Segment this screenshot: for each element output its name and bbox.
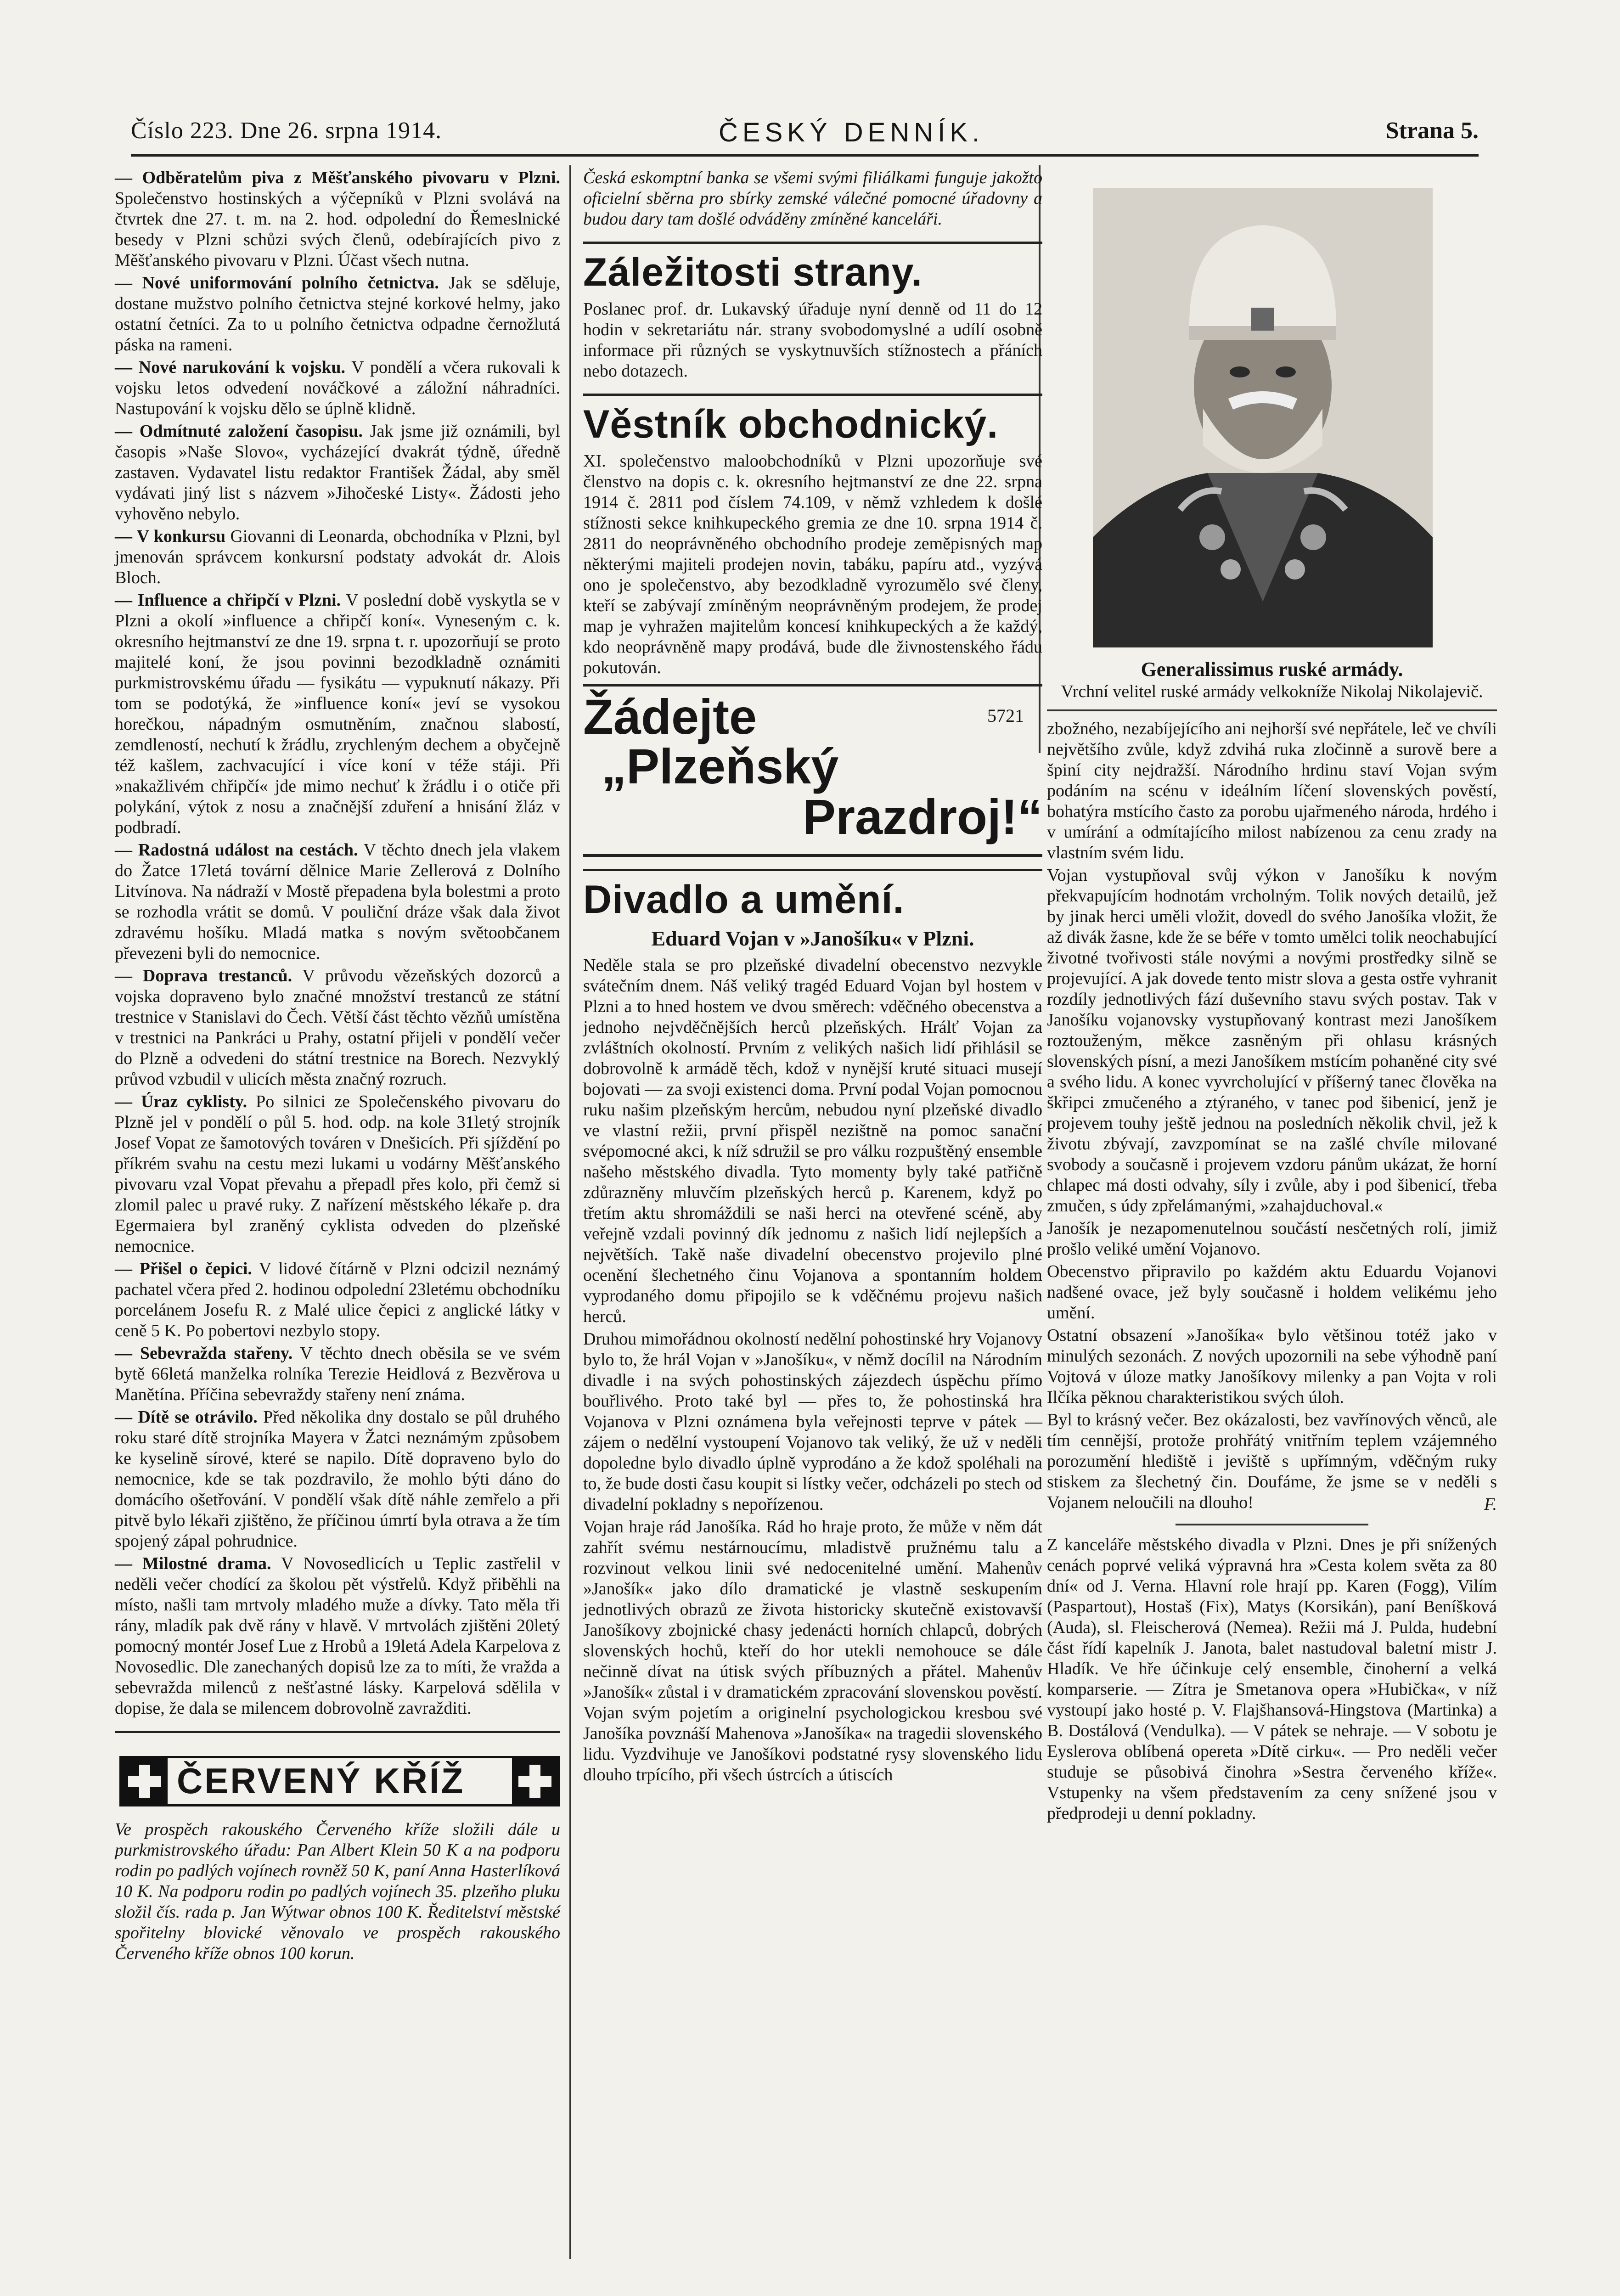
portrait-photo (1093, 188, 1433, 647)
news-headline: — Doprava trestanců. (115, 966, 292, 985)
news-item (115, 840, 560, 964)
newspaper-title: ČESKÝ DENNÍK. (719, 118, 984, 147)
advert-line-1: Žádejte (583, 689, 757, 744)
article-signature: F. (1484, 1495, 1497, 1514)
news-item (115, 966, 560, 1090)
news-headline: — Nové uniformování polního četnictva. (115, 273, 439, 293)
portrait-subcaption: Vrchní velitel ruské armády velkokníže Nikolaj Nikolajevič. (1061, 682, 1483, 701)
news-body: Jak se sděluje, dostane mužstvo polního četnictva stejné korkové helmy, jako ostatní četníci. Za to u polního četnictva odpadne černožlutá páska na rameni. (115, 273, 560, 355)
red-cross-text (115, 1819, 560, 1964)
news-body: Společenstvo hostinských a výčepníků v Plzni svolává na čtvrtek dne 27. t. m. na 2. hod. odpolední do Řemeslnické besedy v Plzni schůzi svých členů, odebírajících pivo z Měšťanského pivovaru v Plzni. Účast všech nutna. (115, 189, 560, 270)
portrait-figure (1047, 188, 1497, 702)
article-paragraph: Obecenstvo připravilo po každém aktu Eduardu Vojanovi nadšené ovace, jež byly současně i holdem velikému jeho umění. (1047, 1262, 1497, 1322)
news-body: V průvodu vězeňských dozorců a vojska dopraveno bylo značné množství trestanců ze státní trestnice v Stanislavi do Čech. Větší část těchto vězňů umístěna v trestnici na Pankráci u Prahy, ostatní přijeli v pondělí večer do Plzně a odvedeni do státní trestnice na Borech. Nezvyklý průvod vzbudil v ulicích města značný rozruch. (115, 966, 560, 1089)
article-paragraph: Neděle stala se pro plzeňské divadelní obecenstvo nezvykle svátečním dnem. Náš veliký tragéd Eduard Vojan byl hostem v Plzni a to hned hostem ve dvou směrech: vděčného obecenstva a jednoho nejvděčnějších herců plzeňských. Hrálť Vojan za zvláštních okolností. Prvním z velikých našich lidí přihlásil se dobrovolně k armádě těch, kdož v nynější kruté situaci musejí bojovati — za svoji existenci doma. První podal Vojan pomocnou ruku našim plzeňským hercům, nebudou nyní plzeňské divadlo ve vlastní režii, první přispěl nezištně na pomoc sanační svépomocné akci, k níž sdružil se pro válku rozpuštěný ensemble našeho městského divadla. Tyto momenty byly také patřičně zdůrazněny mluvčím plzeňských herců p. Karenem, když po třetím aktu shromáždili se naši herci na otevřené scéně, aby veřejně vzdali povinný dík jednomu z našich lidí nejlepších a největších. Takě naše divadelní obecenstvo projevilo plné ocenění šlechetného činu Vojanova a spontanním holdem vyprodaného domu připojilo se k vděčnému projevu našich herců. (583, 956, 1042, 1326)
news-item (115, 421, 560, 524)
red-cross-title: ČERVENÝ KŘÍŽ (177, 1761, 465, 1801)
beer-advertisement (583, 684, 1042, 857)
article-paragraph: Janošík je nezapomenutelnou součástí nesčetných rolí, jimiž prošlo veliké umění Vojanovo. (1047, 1219, 1497, 1259)
section-heading-party: Záležitosti strany. (583, 242, 1042, 294)
article-paragraph: Byl to krásný večer. Bez okázalosti, bez vavřínových věnců, ale tím cennější, protože prohřátý vnitřním teplem vzájemného porozumění hlediště i jeviště s upřímným, vděčným ruky stiskem za šlechetný čin. Doufáme, že jsme se v neděli s Vojanem neloučili na dlouho! (1047, 1410, 1497, 1512)
news-headline: — Radostná událost na cestách. (115, 840, 358, 860)
party-text: Poslanec prof. dr. Lukavský úřaduje nyní denně od 11 do 12 hodin v sekretariátu nár. strany svobodomyslné a udílí osobně informace při různých se vyskytnuvších stížnostech a přáních nebo dotazech. (583, 299, 1042, 381)
portrait-image (1093, 188, 1433, 647)
column-local-news (115, 168, 560, 1966)
trade-text: XI. společenstvo maloobchodníků v Plzni upozorňuje své členstvo na dopis c. k. okresního hejtmanství ze dne 22. srpna 1914 č. 2811 pod číslem 74.109, v němž vzhledem k došlé stížnosti sekce knihkupeckého gremia ze dne 10. srpna 1914 č. 2811 do neoprávněného obchodního prodeje zeměpisných map některými majiteli prodejen novin, tabáku, papíru atd., vyzývá ono je společenstvo, aby bezodkladně vyrozumělo své členy, kteří se zabývají zmíněným neoprávněným prodejem, že prodej map je vyhražen majitelům koncesí knihkupeckých a že každý, kdo neoprávněně mapy prodává, bude dle živnostenského řádu pokutován. (583, 451, 1042, 677)
bank-notice-text: Česká eskomptní banka se všemi svými filiálkami funguje jakožto oficielní sběrna pro sbírky zemské válečné pomocné úřadovny a budou dary tam došlé odváděny zmíněné kanceláři. (583, 168, 1042, 229)
news-headline: — Přišel o čepici. (115, 1259, 252, 1278)
divider (1047, 709, 1497, 711)
news-body: V poslední době vyskytla se v Plzni a okolí »influence a chřipčí koní«. Vyneseným c. k. okresního hejtmanství ze dne 19. srpna t. r. upozorňují se proto majitelé koní, že jsou povinni bezodkladně oznámiti purkmistrovskému úřadu — fysikátu — vypuknutí nákazy. Při tom se podotýká, že »influence koní« jeví se vysokou horečkou, nápadným osmutněním, značnou slabostí, zemdleností, nechutí k žrádlu, zrychleným dechem a obyčejně též kašlem, zachvacující i více koní v téže stáji. Při »nakažlivém chřipčí« jde mimo nechuť k žrádlu i o otiče při polykání, výtok z nosu a značnější zduření a hnisání žláz v podbradí. (115, 591, 560, 837)
red-cross-frame (119, 1756, 560, 1806)
divider (1176, 1524, 1368, 1525)
news-headline: — Dítě se otrávilo. (115, 1407, 258, 1427)
masthead (131, 117, 1479, 154)
news-item (115, 1343, 560, 1405)
news-item (115, 590, 560, 838)
news-body: V pondělí a včera rukovali k vojsku letos odvedení nováčkové a záložní náhradníci. Nastupování k vojsku dělo se úplně klidně. (115, 358, 560, 418)
news-body: Giovanni di Leonarda, obchodníka v Plzni, byl jmenován správcem konkursní podstaty advokát dr. Alois Bloch. (115, 527, 560, 587)
section-heading-trade: Věstník obchodnický. (583, 394, 1042, 446)
article-paragraph: Vojan vystupňoval svůj výkon v Janošíku k novým překvapujícím hodnotám vrcholným. Tolik nových detailů, jež by jinak herci uměli vložit, dovedl do svého Janošíka vložit, že až divák žasne, kde že se béře v tomto umělci tolik neochabující životné tvořivosti stále novými a novými prostředky silně se projevující. A jak dovede tento mistr slova a gesta ostře vyhranit rozdíly jednotlivých fází duševního stavu svých postav. Tak v Janošíku vojanovsky vystupňovaný kontrast mezi Janošíkem roztouženým, měkce zasněným při ohlasu krásných slovenských písní, a mezi Janošíkem mstícím pohaněné city své a svého lidu. A konec vyvrcholující v příšerný tanec člověka na škřipci zmučeného a ztýraného, v tanec pod šibenicí, jenž je projevem touhy ještě jednou na posledních několik chvil, jež k životu zbývají, zavzpomínat se na zašlé chvíle milované svobody a současně i projevem vzdoru pánům ukázat, že horní chlapec má dosti odvahy, síly i zvůle, aby i pod šibenicí, třeba zmučen, s údy zpřelámanými, »zahajduchoval.« (1047, 866, 1497, 1216)
news-item (115, 1407, 560, 1552)
news-body: Po silnici ze Společenského pivovaru do Plzně jel v pondělí o půl 5. hod. odp. na kole 31letý strojník Josef Vopat ze šamotových továren v Dnešicích. Při sjíždění po příkrém svahu na cestu mezi lukami u vodárny Měšťanského pivovaru vzal Vopat převahu a přepadl přes kolo, při čemž si zlomil palec u pravé ruky. Z nařízení městského lékaře p. dra Egermaiera byl zraněný cyklista odveden do plzeňské nemocnice. (115, 1092, 560, 1256)
article-paragraph: zbožného, nezabíjejícího ani nejhorší své nepřátele, leč ve chvíli největšího zvůle, když zdvihá ruka zločinně a surově bere a špiní city nejdražší. Národního hrdinu staví Vojan svým podáním na scénu v ideálním líčení slovenských pověstí, bohatýra mstícího často za porobu ujařmeného národa, hrdého i v umírání a odmítajícího milost nabízenou za cenu zrady na vlastním svém lidu. (1047, 719, 1497, 862)
news-headline: — Odmítnuté založení časopisu. (115, 422, 363, 441)
bank-notice (583, 168, 1042, 230)
article-paragraph: Vojan hraje rád Janošíka. Rád ho hraje proto, že může v něm dát zahřít svému nestárnoucímu, mladistvě pružnému talu a rozvinout velkou linii své nedocenitelné umění. Mahenův »Janošík« jako dílo dramatické je vlastně seskupením jednotlivých obrazů ze života historicky skutečně existovavší Janošíkovy zbojnické chasy jedenácti horních chlapců, dobrých slovenských hochů, kteří do hor utekli nemohouce se dále nečinně dívat na útisk svých příbuzných a přátel. Mahenův »Janošík« zůstal i v dramatickém zpracování slovenskou pověstí. Vojan svým pojetím a originelní psychologickou kresbou své Janošíka povznáší Mahenova »Janošíka« na tragedii slovenského lidu. Vyzdvihuje ve Janošíkovi podstatné rysy slovenského lidu dlouho trpícího, při všech ústrcích a útiscích (583, 1517, 1042, 1784)
column-middle (583, 168, 1042, 1787)
advert-line-3: Prazdroj!“ (802, 789, 1042, 844)
cross-icon (122, 1758, 168, 1804)
news-item (115, 357, 560, 419)
news-headline: — Nové narukování k vojsku. (115, 358, 346, 377)
news-body: V lidové čítárně v Plzni odcizil neznámý pachatel včera před 2. hodinou odpolední 23letému obchodníku porcelánem Josefu R. z Malé ulice čepici z anglické látky v ceně 5 K. Po pobertovi nezbylo stopy. (115, 1259, 560, 1340)
news-body: Jak jsme již oznámili, byl časopis »Naše Slovo«, vycházející dvakrát týdně, úředně zastaven. Vydavatel listu redaktor František Žádal, aby směl vydávati jiný list s názvem »Jihočeské Listy«. Žádosti jeho vyhověno nebylo. (115, 422, 560, 523)
portrait-caption: Generalissimus ruské armády. (1141, 658, 1403, 681)
news-item (115, 1553, 560, 1719)
page-number: Strana 5. (1385, 118, 1479, 144)
news-item (115, 526, 560, 588)
cross-icon (512, 1758, 558, 1804)
theatre-office-notice: Z kanceláře městského divadla v Plzni. Dnes je při snížených cenách poprvé veliká výpravná hra »Cesta kolem světa za 80 dní« od J. Verna. Hlavní role hrají pp. Karen (Fogg), Vilím (Paspartout), Hostaš (Fix), Matys (Korsikán), paní Beníšková (Auda), sl. Fleischerová (Nemea). Režii má J. Pulda, hudební část řídí kapelník J. Janota, balet nastudoval baletní mistr J. Hladík. Ve hře účinkuje celý ensemble, činoherní a velká komparserie. — Zítra je Smetanova opera »Hubička«, v níž vystoupí jako hosté p. V. Flajšhansová-Hingstova (Martinka) a B. Dostálová (Vendulka). — V pátek se nehraje. — V sobotu je Eyslerova oblíbená opereta »Dítě cirku«. — Pro neděli večer studuje se působivá činohra »Sestra červeného kříže«. Vstupenky na všem představením za ceny snížené jsou v předprodeji u denní pokladny. (1047, 1535, 1497, 1823)
advert-number: 5721 (987, 705, 1024, 726)
news-item (115, 168, 560, 271)
news-item (115, 1259, 560, 1341)
section-heading-theatre: Divadlo a umění. (583, 869, 1042, 922)
news-headline: — Úraz cyklisty. (115, 1092, 248, 1111)
news-headline: — Influence a chřipčí v Plzni. (115, 591, 341, 610)
article-paragraph: Ostatní obsazení »Janošíka« bylo většinou totéž jako v minulých sezonách. Z nových upozornili na sebe výhodně paní Vojtová v úloze matky Janošíkovy milenky a pan Vojta v roli Ilčíka pěknou charakteristikou svých úloh. (1047, 1326, 1497, 1407)
news-headline: — Milostné drama. (115, 1554, 271, 1573)
news-headline: — Sebevražda stařeny. (115, 1344, 293, 1363)
column-rule-left (569, 165, 571, 2259)
column-right (1047, 168, 1497, 1826)
advert-line-2: „Plzeňský (602, 738, 839, 794)
news-headline: — Odběratelům piva z Měšťanského pivovaru v Plzni. (115, 168, 560, 187)
news-item (115, 273, 560, 355)
news-body: V Novosedlicích u Teplic zastřelil v neděli večer chodící za školou pět výstřelů. Když přiběhli na místo, našli tam mrtvoly mladého muže a dívky. Tato měla tři rány, mladík pak dvě rány v hlavě. V mrtvolách zjištěni 20letý pomocný montér Josef Lue z Hrobů a 19letá Adela Karpelova z Novosedlic. Dle zanechaných dopisů lze za to míti, že vražda a sebevražda milenců z nešťastné lásky. Karpelová sdělila v dopise, že dala se milencem dobrovolně zavražditi. (115, 1554, 561, 1718)
article-title: Eduard Vojan v »Janošíku« v Plzni. (651, 927, 974, 950)
news-body: V těchto dnech oběsila se ve svém bytě 66letá manželka rolníka Terezie Heidlová z Bezvěrova u Manětína. Příčina sebevraždy stařeny není známa. (115, 1344, 561, 1404)
issue-date: Číslo 223. Dne 26. srpna 1914. (131, 118, 442, 144)
red-cross-banner (115, 1731, 560, 1811)
news-headline: — V konkursu (115, 527, 226, 546)
masthead-rule (131, 154, 1479, 157)
red-cross-body: Ve prospěch rakouského Červeného kříže složili dále u purkmistrovského úřadu: Pan Albert Klein 50 K a na podporu rodin po padlých vojínech rovněž 50 K, paní Anna Hasterlíková 10 K. Na podporu rodin po padlých vojínech 35. plzeňho pluku složil čís. rada p. Jan Wýtwar obnos 100 K. Ředitelství městské spořitelny blovické věnovalo ve prospěch rakouského Červeného kříže obnos 100 korun. (115, 1820, 560, 1963)
news-body: Před několika dny dostalo se půl druhého roku staré dítě strojníka Mayera v Žatci neznámým způsobem ke kyselině sírové, které se napilo. Dítě dopraveno bylo do nemocnice, kde se tak pozdravilo, že mohlo býti dáno do domácího ošetřování. V pondělí však dítě náhle zemřelo a při pitvě bylo lékaři zjištěno, že příčinou úmrtí byla otrava a že tím spojený zápal pohrudnice. (115, 1407, 560, 1551)
news-body: V těchto dnech jela vlakem do Žatce 17letá tovární dělnice Marie Zellerová z Dolního Litvínova. Na nádraží v Mostě přepadena byla bolestmi a proto se rozhodla vrátit se domů. V pouliční dráze však dala život zdravému hošíku. Mladá matka s novým světoobčanem převezeni byli do nemocnice. (115, 840, 560, 963)
news-item (115, 1092, 560, 1257)
article-paragraph: Druhou mimořádnou okolností nedělní pohostinské hry Vojanovy bylo to, že hrál Vojan v »Janošíku«, v němž docílil na Národním divadle i na svých pohostinských zájezdech úspěchu přímo bouřlivého. Proto také byl — přes to, že pohostinská hra Vojanova v Plzni oznámena byla veřejnosti teprve v pátek — zájem o nedělní vystoupení Vojanovo tak veliký, že už v neděli dopoledne bylo divadlo úplně vyprodáno a že kdož spoléhali na to, že bude dosti času koupit si lístky večer, odcházeli po stech od divadelní pokladny s nepořízenou. (583, 1329, 1042, 1514)
